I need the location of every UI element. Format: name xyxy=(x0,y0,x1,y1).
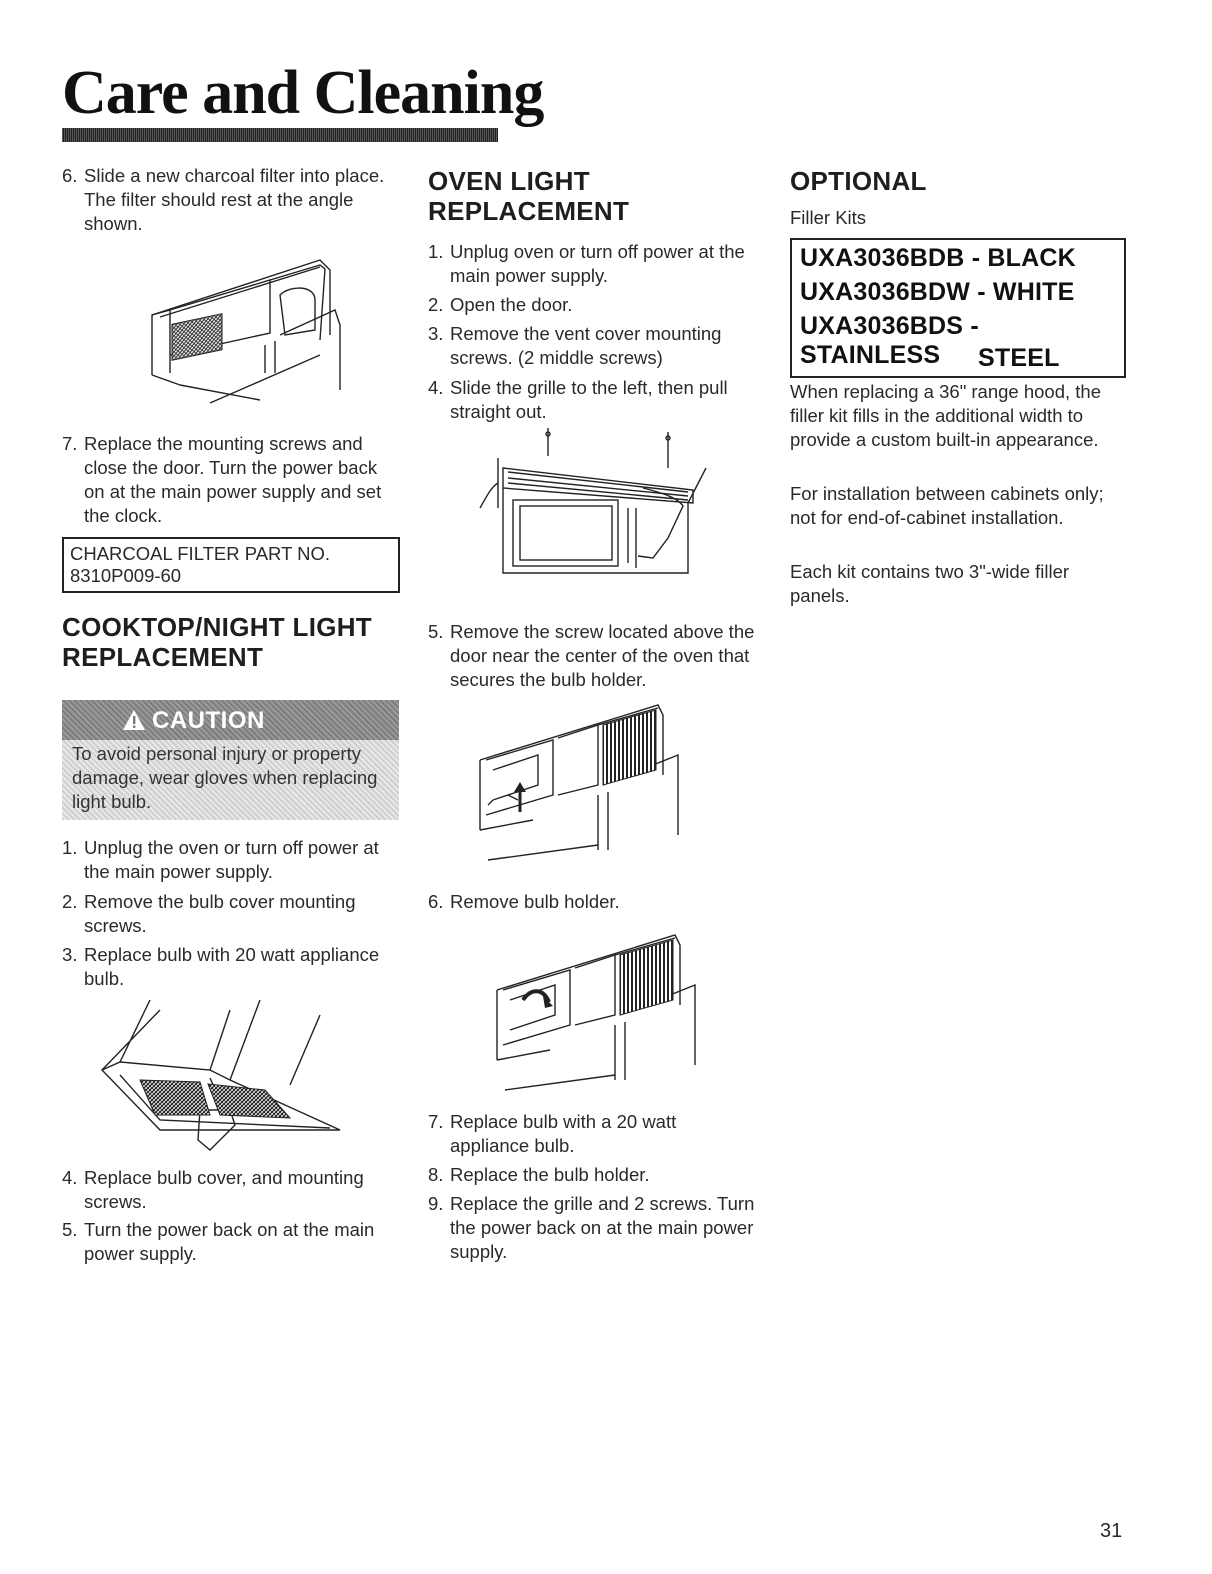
list-item: 4. Slide the grille to the left, then pull straight out. xyxy=(428,377,728,422)
list-item: 2. Open the door. xyxy=(428,294,573,315)
page-title: Care and Cleaning xyxy=(62,59,544,127)
grille-removal-illustration xyxy=(478,428,718,588)
list-item: 3. Replace bulb with 20 watt appliance bulb. xyxy=(62,944,380,989)
list-item: 5. Remove the screw located above the door near the center of the oven that secures the bulb holder. xyxy=(428,621,755,690)
warning-icon xyxy=(122,709,146,731)
list-item: 7. Replace bulb with a 20 watt appliance bulb. xyxy=(428,1111,677,1156)
list-item: 7. Replace the mounting screws and close the door. Turn the power back on at the main power supply and set the clock. xyxy=(62,433,382,526)
filler-kits-label: Filler Kits xyxy=(790,207,867,228)
paragraph: Each kit contains two 3"-wide filler panels. xyxy=(790,561,1070,606)
section-heading-cooktop: COOKTOP/NIGHT LIGHT REPLACEMENT xyxy=(62,612,372,672)
section-heading-oven-light: OVEN LIGHT REPLACEMENT xyxy=(428,166,630,226)
bulb-holder-screw-illustration xyxy=(478,700,683,865)
title-underline xyxy=(62,128,498,142)
paragraph: When replacing a 36" range hood, the filler kit fills in the additional width to provide a custom built-in appearance. xyxy=(790,381,1102,450)
section-heading-optional: OPTIONAL xyxy=(790,166,927,196)
list-item: 3. Remove the vent cover mounting screws. (2 middle screws) xyxy=(428,323,722,368)
caution-box xyxy=(62,700,399,820)
bulb-cover-illustration xyxy=(100,1000,350,1160)
list-item: 8. Replace the bulb holder. xyxy=(428,1164,650,1185)
list-item: 9. Replace the grille and 2 screws. Turn the power back on at the main power supply. xyxy=(428,1193,755,1262)
list-item: 2. Remove the bulb cover mounting screws. xyxy=(62,891,356,936)
page-number: 31 xyxy=(1100,1520,1123,1542)
filter-part-box: CHARCOAL FILTER PART NO. 8310P009-60 xyxy=(62,537,400,593)
bulb-holder-removal-illustration xyxy=(495,930,700,1095)
list-item: 1. Unplug oven or turn off power at the main power supply. xyxy=(428,241,745,286)
list-item: 1. Unplug the oven or turn off power at the main power supply. xyxy=(62,837,379,882)
paragraph: For installation between cabinets only; not for end-of-cabinet installation. xyxy=(790,483,1104,528)
caution-title: CAUTION xyxy=(152,707,265,734)
list-item: 5. Turn the power back on at the main power supply. xyxy=(62,1219,375,1264)
caution-text: To avoid personal injury or property damage, wear gloves when replacing light bulb. xyxy=(72,743,378,812)
list-item: 6. Remove bulb holder. xyxy=(428,891,620,912)
filler-kits-box: UXA3036BDB - BLACK UXA3036BDW - WHITE UXA3036BDS - STAINLESS STEEL xyxy=(790,238,1126,378)
charcoal-filter-illustration xyxy=(150,255,350,405)
list-item: 6. Slide a new charcoal filter into place. The filter should rest at the angle shown. xyxy=(62,165,385,234)
list-item: 4. Replace bulb cover, and mounting screws. xyxy=(62,1167,364,1212)
